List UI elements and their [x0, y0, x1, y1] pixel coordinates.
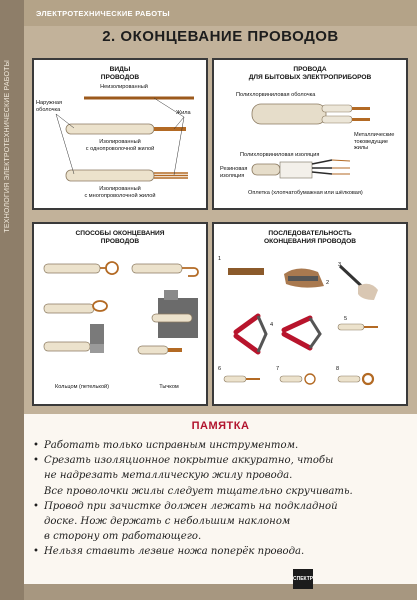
- label-pvc-insulation: Полихлорвиниловая изоляция: [240, 152, 320, 158]
- memo-line: доске. Нож держать с небольшим наклоном: [44, 516, 291, 528]
- memo-line: • Работать только исправным инструментом.: [32, 438, 407, 453]
- sequence-illustration: [214, 224, 406, 404]
- side-strip-text: ТЕХНОЛОГИЯ ЭЛЕКТРОТЕХНИЧЕСКИЕ РАБОТЫ: [4, 60, 11, 233]
- side-strip: [0, 0, 24, 600]
- label-pvc-sheath: Полихлорвиниловая оболочка: [236, 92, 316, 98]
- panel-termination-methods: [32, 222, 208, 406]
- panel-appliance-wires: [212, 58, 408, 210]
- panel-title: СПОСОБЫ ОКОНЦЕВАНИЯ ПРОВОДОВ: [75, 230, 165, 245]
- memo-line: • Провод при зачистке должен лежать на подкладной: [32, 499, 407, 514]
- step-number: 6: [218, 366, 222, 372]
- memo-box: [24, 414, 417, 584]
- label-ring: Кольцом (петелькой): [54, 384, 110, 390]
- label-core: Жила: [176, 110, 191, 116]
- memo-line: • Срезать изоляционное покрытие аккуратно, чтобы: [32, 453, 407, 468]
- panel-sequence: [212, 222, 408, 406]
- panel-title: ВИДЫ ПРОВОДОВ: [100, 66, 140, 81]
- page-title: 2. ОКОНЦЕВАНИЕ ПРОВОДОВ: [102, 28, 339, 45]
- memo-line: Все проволочки жилы следует тщательно скручивать.: [44, 485, 353, 497]
- memo-title: ПАМЯТКА: [191, 420, 250, 432]
- memo-line: в сторону от работающего.: [44, 531, 202, 543]
- step-number: 1: [218, 256, 222, 262]
- subject-label: ЭЛЕКТРОТЕХНИЧЕСКИЕ РАБОТЫ: [36, 9, 170, 18]
- step-number: 3: [338, 262, 342, 268]
- step-number: 7: [276, 366, 280, 372]
- label-metal-cores: Металлические токоведущие жилы: [354, 132, 395, 152]
- label-rubber: Резиновая изоляция: [220, 166, 248, 179]
- panel-title: ПРОВОДА ДЛЯ БЫТОВЫХ ЭЛЕКТРОПРИБОРОВ: [248, 66, 372, 81]
- label-uninsulated: Неизолированный: [100, 84, 148, 90]
- label-multi-core: Изолированный с многопроволочной жилой: [84, 186, 156, 199]
- label-braid: Оплетка (хлопчатобумажная или шёлковая): [248, 190, 363, 196]
- panel-title: ПОСЛЕДОВАТЕЛЬНОСТЬ ОКОНЦЕВАНИЯ ПРОВОДОВ: [264, 230, 356, 245]
- brand-logo: СПЕКТР: [293, 569, 313, 589]
- memo-line: • Нельзя ставить лезвие ножа поперёк провода.: [32, 544, 407, 559]
- label-single-core: Изолированный с однопроволочной жилой: [85, 139, 155, 152]
- memo-line: не надрезать металлическую жилу провода.: [44, 470, 293, 482]
- footer-strip: [24, 584, 417, 600]
- label-pin: Тычком: [159, 384, 179, 390]
- step-number: 8: [336, 366, 340, 372]
- step-number: 5: [344, 316, 348, 322]
- panel-wire-types: [32, 58, 208, 210]
- memo-list: [32, 438, 407, 560]
- label-sheath: Наружная оболочка: [36, 100, 63, 113]
- termination-illustration: [34, 224, 206, 404]
- step-number: 4: [270, 322, 274, 328]
- step-number: 2: [326, 280, 330, 286]
